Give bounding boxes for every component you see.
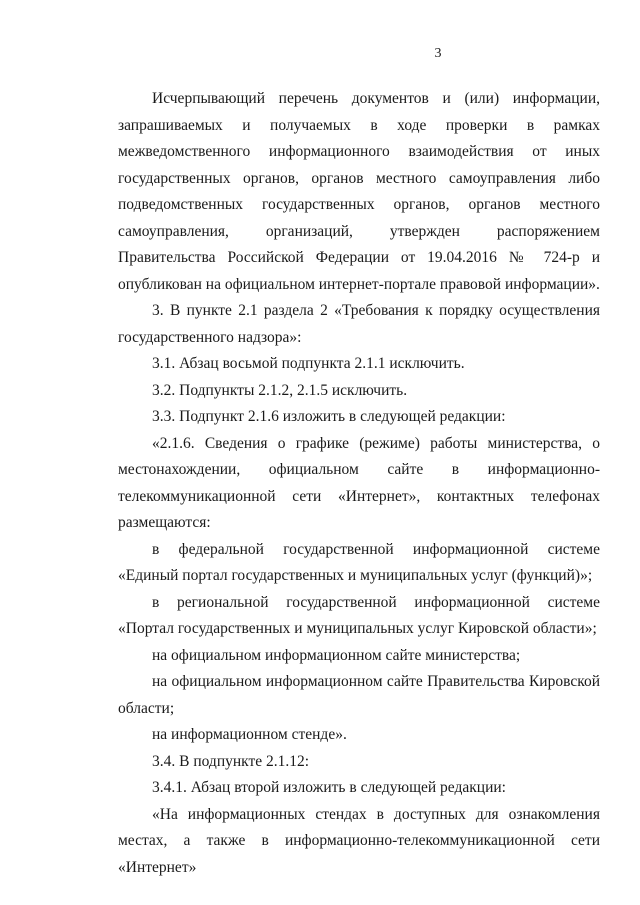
paragraph-item-3-4: 3.4. В подпункте 2.1.12: [152,752,310,770]
paragraph-regional-system: в региональной государственной информационной системе «Портал государственных и муниципальных услуг Кировской области»; [118,593,600,637]
paragraph-federal-system: в федеральной государственной информационной системе «Единый портал государственных и муниципальных услуг (функций)»; [118,540,600,584]
paragraph-item-3-1: 3.1. Абзац восьмой подпункта 2.1.1 исключить. [152,355,465,372]
paragraph-item-3-4-1: 3.4.1. Абзац второй изложить в следующей редакции: [152,779,506,796]
paragraph-item-2-1-6: «2.1.6. Сведения о графике (режиме) работы министерства, о местонахождении, официальном сайте в информационно-телекоммуникационной сети «Интернет», контактных телефонах размещаются: [118,434,600,531]
paragraph-info-stands-quote: «На информационных стендах в доступных для ознакомления местах, а также в информационно-телекоммуникационной сети «Интернет» [118,805,600,876]
paragraph-item-3-3: 3.3. Подпункт 2.1.6 изложить в следующей редакции: [152,408,506,425]
paragraph-info-stand: на информационном стенде». [152,726,347,743]
paragraph-government-site: на официальном информационном сайте Правительства Кировской области; [118,673,600,717]
page-number: 3 [434,46,442,61]
paragraph-ministry-site: на официальном информационном сайте министерства; [152,646,521,664]
paragraph-item-3-2: 3.2. Подпункты 2.1.2, 2.1.5 исключить. [152,381,408,399]
paragraph-item-3: 3. В пункте 2.1 раздела 2 «Требования к порядку осуществления государственного надзора»: [118,302,600,346]
paragraph-exhaustive-list: Исчерпывающий перечень документов и (или) информации, запрашиваемых и получаемых в ходе проверки в рамках межведомственного информационного взаимодействия от иных государственных органов, органов местного самоуправления либо подведомственных государственных органов, органов местного самоуправления, организаций, утвержден распоряжением Правительства Российской Федерации от 19.04.2016 № 724-р и опубликован на официальном интернет-портале правовой информации». [118,90,600,293]
